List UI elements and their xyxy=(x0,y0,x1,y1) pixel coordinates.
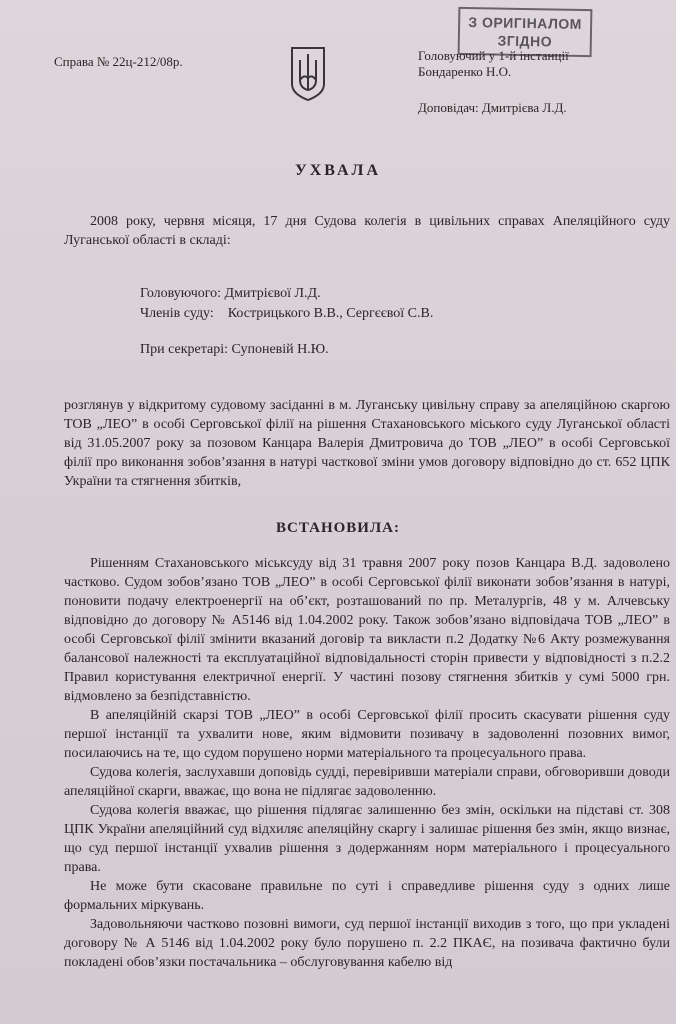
intro-paragraph: 2008 року, червня місяця, 17 дня Судова колегія в цивільних справах Апеляційного суду Луганської області в складі: xyxy=(64,214,670,248)
paragraph-3: Судова колегія, заслухавши доповідь судді, перевіривши матеріали справи, обговоривши доводи апеляційної скарги, вважає, що вона не підлягає задоволенню. xyxy=(64,765,670,799)
coat-of-arms-icon xyxy=(288,44,328,102)
paragraph-1: Рішенням Стахановського міськсуду від 31 травня 2007 року позов Канцара В.Д. задоволено частково. Судом зобов’язано ТОВ „ЛЕО” в особі Серговської філії виконати зобов’язання в натурі, поновити подачу електроенергії на об’єкт, розташований по пр. Металургів, 48 у м. Алчевську відповідно до договору № А5146 від 1.04.2002 року. Також зобов’язано відповідача ТОВ „ЛЕО” в особі Серговської філії змінити вказаний договір та викласти п.2 Додатку №6 Акту розмежування балансової належності та експлуатаційної відповідальності сторін привести у відповідності з п.2.2 Правил користування електричної енергії. У частині позову стягнення збитків у сумі 5000 грн. відмовлено за безпідставністю. xyxy=(64,556,670,704)
paragraph-2: В апеляційній скарзі ТОВ „ЛЕО” в особі Серговської філії просить скасувати рішення суду першої інстанції та ухвалити нове, яким відмовити позивачу в задоволенні позовних вимог, посилаючись на те, що судом порушено норми матеріального та процесуального права. xyxy=(64,708,670,761)
body-text xyxy=(64,554,670,972)
paragraph-6: Задовольняючи частково позовні вимоги, суд першої інстанції виходив з того, що при укладені договору № А 5146 від 1.04.2002 року було порушено п. 2.2 ПКАЄ, на позивача фактично були покладені обов’язки постачальника – обслуговування кабелю від xyxy=(64,917,670,970)
case-number: Справа № 22ц-212/08р. xyxy=(54,54,183,69)
first-instance-info xyxy=(418,48,569,80)
considered-paragraph: розглянув у відкритому судовому засіданні в м. Луганську цивільну справу за апеляційною скаргою ТОВ „ЛЕО” в особі Серговської філії на рішення Стахановського міського суду Луганської області від 31.05.2007 року за позовом Канцара Валерія Дмитровича до ТОВ „ЛЕО” в особі Серговської філії про виконання зобов’язання в натурі часткової зміни умов договору відповідно до ст. 652 ЦПК України та стягнення збитків, xyxy=(64,398,670,489)
panel-members: Членів суду: Кострицького В.В., Сергєєвої С.В. xyxy=(140,306,434,321)
panel-secretary: При секретарі: Супоневій Н.Ю. xyxy=(140,342,329,357)
stamp-line-2: ЗГІДНО xyxy=(497,32,553,50)
established-heading: ВСТАНОВИЛА: xyxy=(276,520,400,536)
stamp-line-1: З ОРИГІНАЛОМ xyxy=(468,14,583,32)
panel-presiding: Головуючого: Дмитрієвої Л.Д. xyxy=(140,286,321,301)
first-instance-label: Головуючий у 1-й інстанції xyxy=(418,48,569,63)
paragraph-5: Не може бути скасоване правильне по суті і справедливе рішення суду з одних лише формальних міркувань. xyxy=(64,879,670,913)
document-title: УХВАЛА xyxy=(295,162,381,179)
first-instance-judge: Бондаренко Н.О. xyxy=(418,64,512,79)
paragraph-4: Судова колегія вважає, що рішення підлягає залишенню без змін, оскільки на підставі ст. 308 ЦПК України апеляційний суд відхиляє апеляційну скаргу і залишає рішення без змін, якщо визнає, що суд першої інстанції ухвалив рішення з додержанням норм матеріального і процесуального права. xyxy=(64,803,670,875)
reporter: Доповідач: Дмитрієва Л.Д. xyxy=(418,100,567,115)
